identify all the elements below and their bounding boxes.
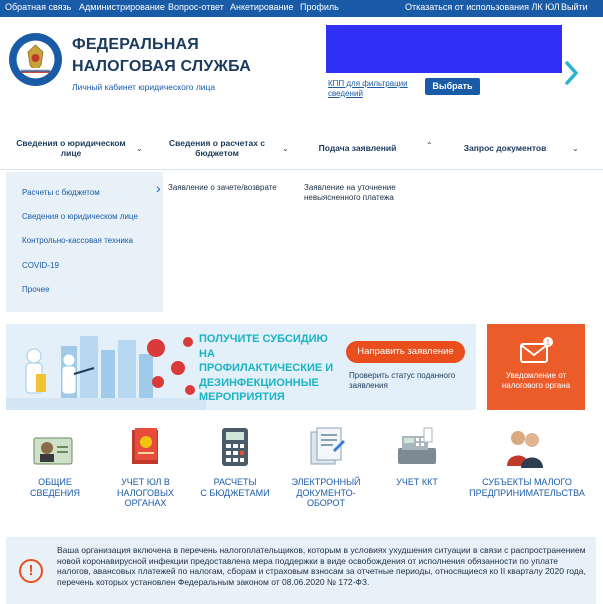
decline-link[interactable]: Отказаться от использования ЛК ЮЛ [405, 2, 560, 12]
service-general-info[interactable] [20, 420, 90, 520]
cabinet-subtitle: Личный кабинет юридического лица [72, 82, 216, 92]
relief-notice [6, 537, 596, 604]
profile-link[interactable]: Профиль [300, 2, 339, 12]
sidebar-item-kkt[interactable]: Контрольно-кассовая техника [22, 236, 133, 245]
nav-item-budget-settlements[interactable]: Сведения о расчетах с бюджетом [168, 138, 266, 158]
service-label: СУБЪЕКТЫ МАЛОГО ПРЕДПРИНИМАТЕЛЬСТВА [469, 477, 585, 498]
qa-link[interactable]: Вопрос-ответ [168, 2, 224, 12]
service-label: ЭЛЕКТРОННЫЙ ДОКУМЕНТО- ОБОРОТ [291, 477, 361, 508]
fns-title-line2: НАЛОГОВАЯ СЛУЖБА [72, 58, 251, 75]
documents-icon [303, 424, 349, 470]
fns-title-line1: ФЕДЕРАЛЬНАЯ [72, 36, 199, 53]
survey-link[interactable]: Анкетирование [230, 2, 294, 12]
service-label: УЧЕТ ЮЛ В НАЛОГОВЫХ ОРГАНАХ [117, 477, 174, 508]
sidebar-item-company[interactable]: Сведения о юридическом лице [22, 212, 138, 221]
envelope-icon [519, 336, 553, 366]
tax-notification-card[interactable] [487, 324, 585, 410]
feedback-link[interactable]: Обратная связь [5, 2, 72, 12]
subsidy-banner[interactable] [6, 324, 476, 410]
chevron-down-icon: ⌄ [136, 144, 143, 153]
main-nav [0, 128, 603, 170]
cash-register-icon [394, 424, 440, 470]
service-label: УЧЕТ ККТ [396, 477, 438, 487]
redacted-company-info [326, 25, 562, 73]
notification-badge: 1 [546, 339, 550, 347]
logout-link[interactable]: Выйти [561, 2, 588, 12]
dropdown-sidebar [6, 172, 161, 312]
kpp-filter-link[interactable]: КПП для фильтрации сведений [328, 79, 408, 98]
admin-link[interactable]: Администрирование [79, 2, 165, 12]
dropdown-content [163, 172, 586, 312]
disinfection-illustration-icon [6, 324, 206, 410]
send-application-button[interactable]: Направить заявление [346, 341, 465, 363]
chevron-right-icon[interactable] [564, 60, 580, 86]
chevron-up-icon: ⌃ [426, 141, 433, 150]
service-label: ОБЩИЕ СВЕДЕНИЯ [29, 477, 81, 498]
banner-headline: ПОЛУЧИТЕ СУБСИДИЮ НА ПРОФИЛАКТИЧЕСКИЕ И ДЕЗИНФЕКЦИОННЫЕ МЕРОПРИЯТИЯ [199, 333, 334, 403]
sidebar-item-budget[interactable]: Расчеты с бюджетом [22, 188, 100, 197]
offset-refund-link[interactable]: Заявление о зачете/возврате [168, 183, 277, 192]
nav-item-documents-request[interactable]: Запрос документов [463, 143, 547, 153]
service-label: РАСЧЕТЫ С БЮДЖЕТАМИ [200, 477, 270, 498]
check-status-link[interactable]: Проверить статус поданного заявления [349, 371, 456, 390]
chevron-down-icon: ⌄ [572, 144, 579, 153]
people-icon [502, 424, 548, 470]
sidebar-item-covid[interactable]: COVID-19 [22, 261, 59, 270]
active-pointer-icon: › [156, 180, 161, 196]
calculator-icon [212, 424, 258, 470]
sidebar-item-other[interactable]: Прочее [22, 285, 50, 294]
payment-clarification-link[interactable]: Заявление на уточнение невыясненного платежа [304, 183, 396, 202]
folder-emblem-icon [122, 424, 168, 470]
person-card-icon [30, 424, 76, 470]
nav-item-applications[interactable]: Подача заявлений [318, 143, 397, 153]
top-bar [0, 0, 603, 17]
service-tax-registration[interactable] [108, 420, 183, 520]
choose-button[interactable]: Выбрать [425, 78, 480, 95]
service-edo[interactable] [286, 420, 366, 520]
applications-dropdown [6, 172, 586, 312]
fns-emblem-icon [8, 32, 63, 87]
notification-label: Уведомление от налогового органа [501, 371, 571, 390]
chevron-down-icon: ⌄ [282, 144, 289, 153]
nav-item-company-info[interactable]: Сведения о юридическом лице [16, 138, 126, 158]
service-budget-settlements[interactable] [195, 420, 275, 520]
alert-icon: ! [19, 559, 43, 583]
service-kkt[interactable] [382, 420, 452, 520]
notice-text: Ваша организация включена в перечень налогоплательщиков, которым в условиях ухудшения ситуации в связи с распространением новой коронавирусной инфекции предоставлена мера поддержки в виде освобождения от исполнения обязанности по уплате налогов, авансовых платежей по налогам, сборам и страховым взносам за отчетные периоды, относящиеся ко II кварталу 2020 года, перечень которых установлен Федеральным законом от 08.06.2020 № 172-ФЗ. [57, 545, 586, 587]
service-small-business[interactable] [462, 420, 592, 520]
